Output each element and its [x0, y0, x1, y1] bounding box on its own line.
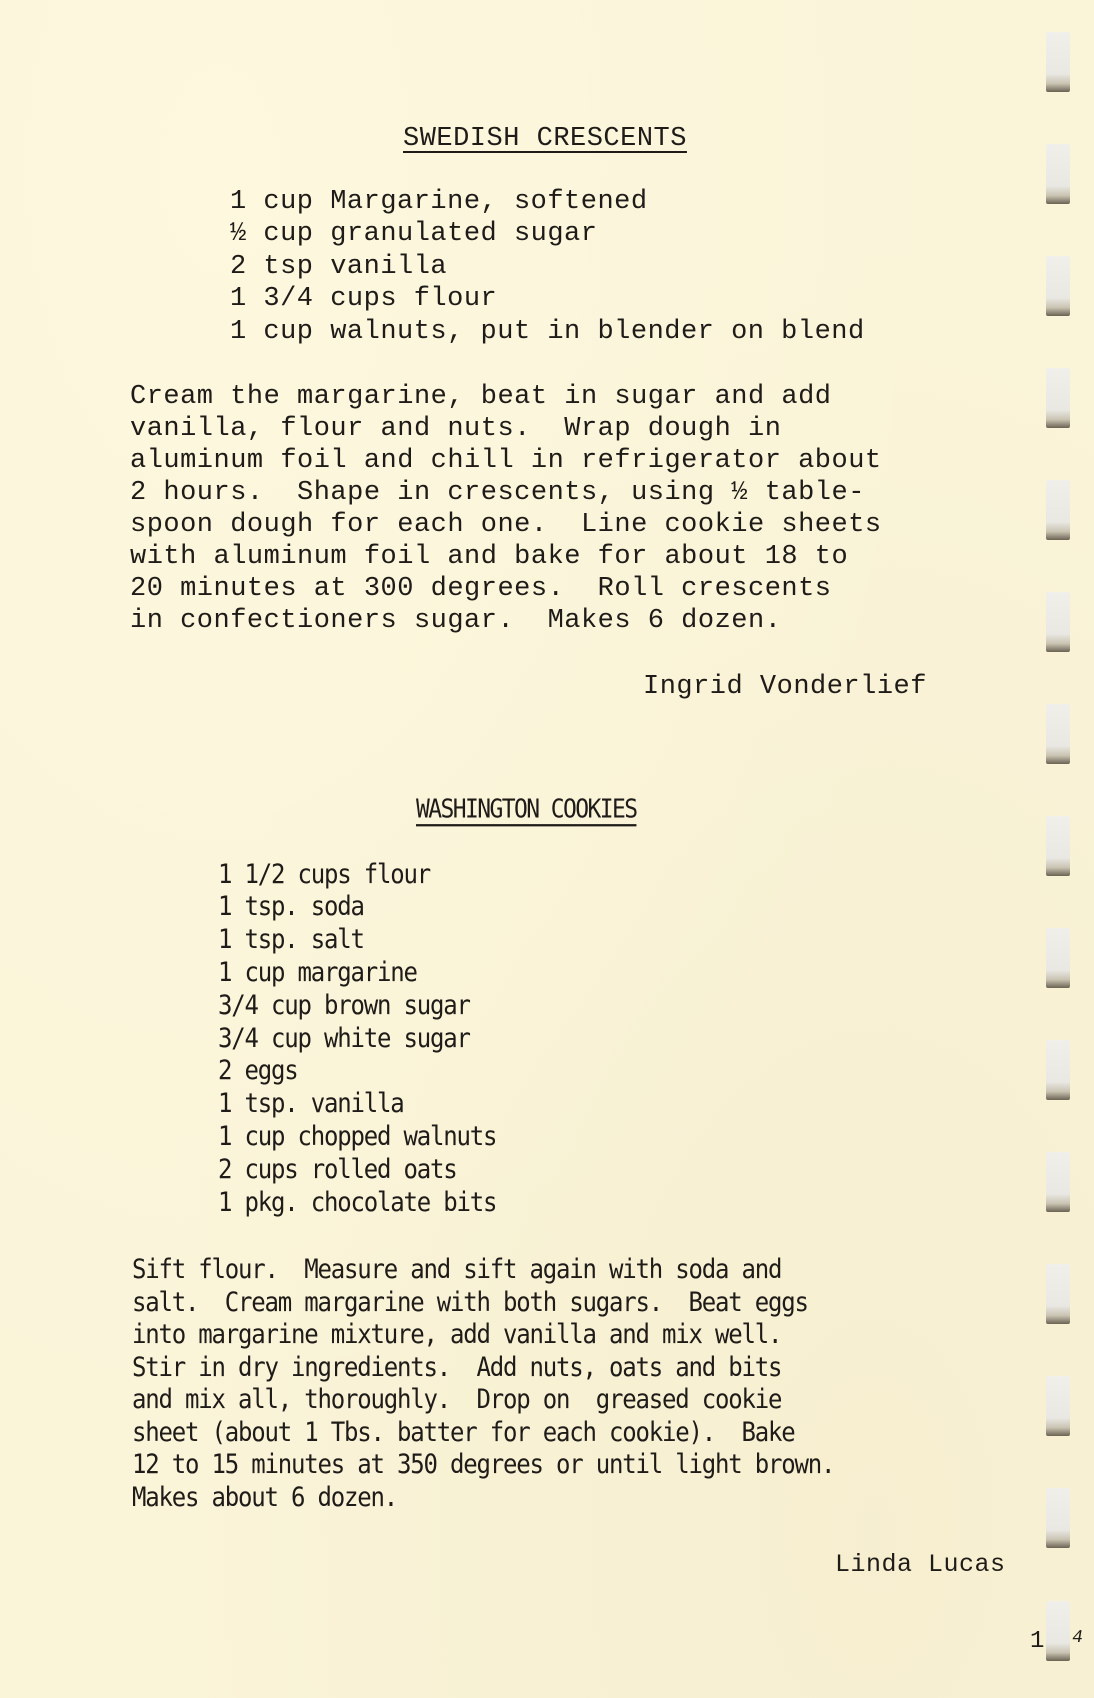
ingredient-item: 1 cup chopped walnuts [218, 1120, 497, 1152]
page-number: 1 [1030, 1628, 1045, 1655]
ingredient-item: 3/4 cup brown sugar [218, 989, 470, 1021]
recipe-title: SWEDISH CRESCENTS [403, 124, 687, 154]
page-number-partial: 4 [1070, 1628, 1085, 1648]
directions-line: Sift flour. Measure and sift again with soda and [132, 1253, 782, 1285]
ingredient-item: 1 1/2 cups flour [218, 858, 430, 890]
binding-hole-icon [1046, 256, 1070, 316]
contributor-signature: Linda Lucas [835, 1550, 1006, 1579]
directions-line: into margarine mixture, add vanilla and mix well. [132, 1318, 782, 1350]
ingredient-item: 1 tsp. salt [218, 923, 364, 955]
directions-line: 20 minutes at 300 degrees. Roll crescents [130, 574, 832, 604]
ingredient-item: 1 tsp. vanilla [218, 1087, 404, 1119]
directions-line: salt. Cream margarine with both sugars. Beat eggs [132, 1286, 808, 1318]
directions-line: aluminum foil and chill in refrigerator about [130, 446, 882, 476]
ingredient-item: 1 cup Margarine, softened [230, 187, 648, 217]
binding-hole-icon [1046, 1488, 1070, 1548]
directions-line: 2 hours. Shape in crescents, using ½ table- [130, 478, 865, 508]
ingredient-item: 1 tsp. soda [218, 890, 364, 922]
directions-line: 12 to 15 minutes at 350 degrees or until light brown. [132, 1448, 835, 1480]
binding-hole-icon [1046, 704, 1070, 764]
directions-line: in confectioners sugar. Makes 6 dozen. [130, 606, 782, 636]
directions-line: and mix all, thoroughly. Drop on greased cookie [132, 1383, 782, 1415]
ingredient-item: 1 pkg. chocolate bits [218, 1186, 497, 1218]
binding-hole-icon [1046, 592, 1070, 652]
contributor-signature: Ingrid Vonderlief [643, 672, 927, 702]
ingredient-item: 1 cup margarine [218, 956, 417, 988]
binding-hole-icon [1046, 928, 1070, 988]
binding-hole-icon [1046, 1376, 1070, 1436]
binding-hole-icon [1046, 1040, 1070, 1100]
ingredient-item: 1 3/4 cups flour [230, 284, 498, 314]
binding-hole-icon [1046, 816, 1070, 876]
recipe-title: WASHINGTON COOKIES [416, 795, 637, 825]
ingredient-item: 2 tsp vanilla [230, 252, 448, 282]
directions-line: Makes about 6 dozen. [132, 1481, 397, 1513]
ingredient-item: 3/4 cup white sugar [218, 1022, 470, 1054]
binding-hole-icon [1046, 144, 1070, 204]
directions-line: vanilla, flour and nuts. Wrap dough in [130, 414, 782, 444]
binding-hole-icon [1046, 1601, 1070, 1661]
directions-line: Stir in dry ingredients. Add nuts, oats and bits [132, 1351, 782, 1383]
directions-line: spoon dough for each one. Line cookie sheets [130, 510, 882, 540]
binding-hole-icon [1046, 32, 1070, 92]
binding-holes [1046, 0, 1072, 1698]
ingredient-item: 2 cups rolled oats [218, 1153, 457, 1185]
directions-line: with aluminum foil and bake for about 18 to [130, 542, 849, 572]
directions-line: sheet (about 1 Tbs. batter for each cookie). Bake [132, 1416, 795, 1448]
binding-hole-icon [1046, 480, 1070, 540]
binding-hole-icon [1046, 1152, 1070, 1212]
binding-hole-icon [1046, 368, 1070, 428]
ingredient-item: ½ cup granulated sugar [230, 219, 598, 249]
binding-hole-icon [1046, 1264, 1070, 1324]
ingredient-item: 2 eggs [218, 1054, 298, 1086]
directions-line: Cream the margarine, beat in sugar and add [130, 382, 832, 412]
ingredient-item: 1 cup walnuts, put in blender on blend [230, 317, 865, 347]
